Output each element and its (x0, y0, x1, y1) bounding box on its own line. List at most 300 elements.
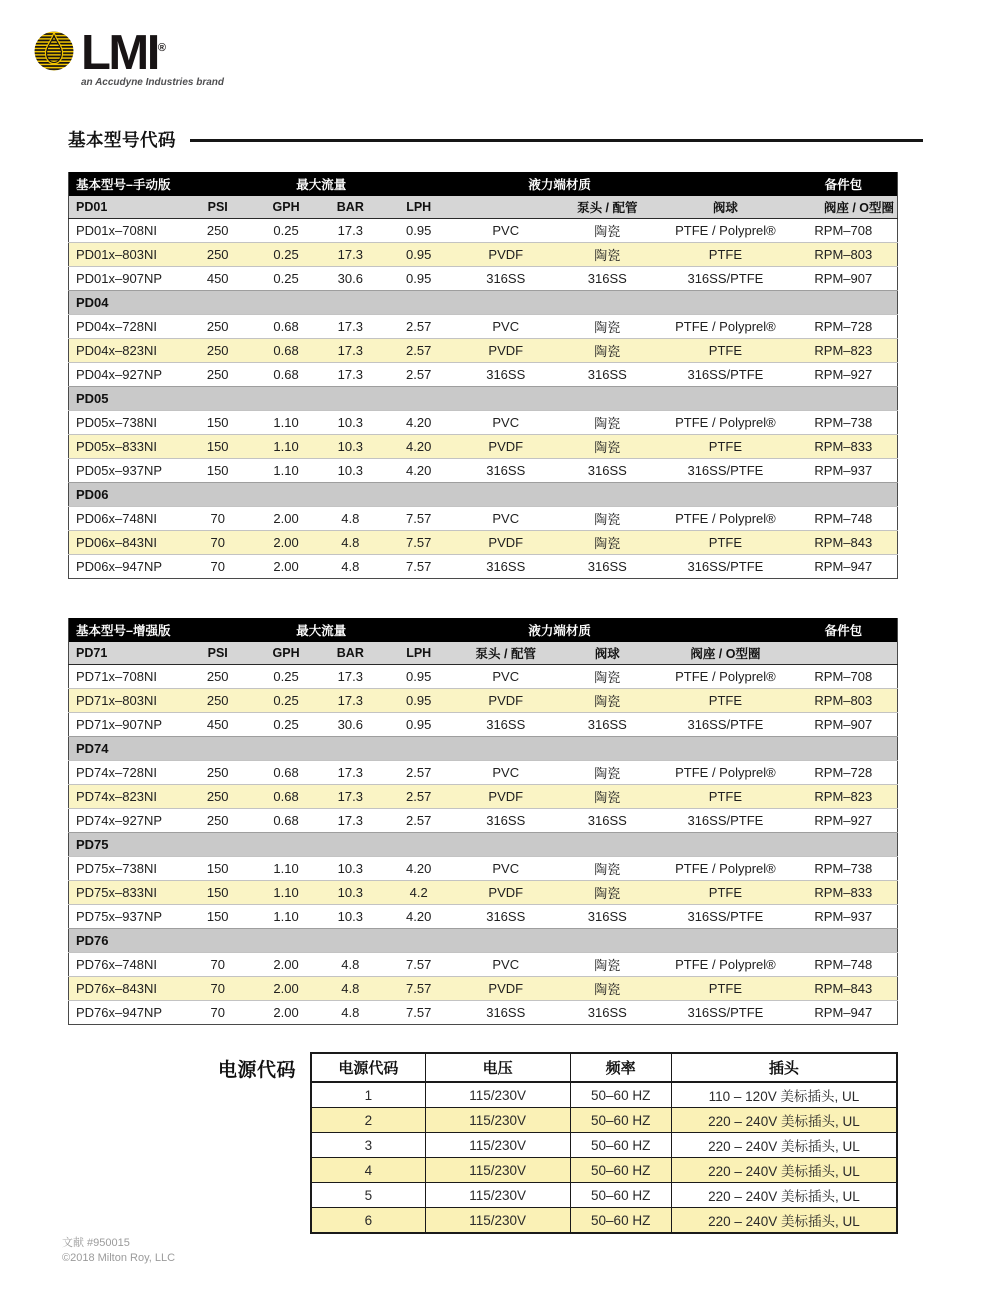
plug-cell: 110 – 120V 美标插头, UL (671, 1082, 897, 1108)
plug-cell: 220 – 240V 美标插头, UL (671, 1183, 897, 1208)
value-cell: 10.3 (321, 857, 379, 881)
value-cell: PVDF (458, 977, 553, 1001)
group-header-cell: 液力端材质 (458, 172, 661, 196)
value-cell: 2.57 (379, 785, 458, 809)
model-code-cell: PD71x–907NP (69, 713, 185, 737)
value-cell: RPM–907 (790, 267, 898, 291)
model-row (69, 953, 898, 977)
value-cell: 4.8 (321, 953, 379, 977)
column-header-cell: GPH (251, 196, 321, 219)
model-row (69, 977, 898, 1001)
value-cell: 316SS (553, 555, 661, 579)
model-code-cell: PD74x–728NI (69, 761, 185, 785)
value-cell: PVDF (458, 785, 553, 809)
value-cell: 1.10 (251, 857, 321, 881)
value-cell: PVC (458, 665, 553, 689)
value-cell: 316SS/PTFE (661, 905, 789, 929)
value-cell: 0.68 (251, 785, 321, 809)
column-header-cell: PSI (185, 196, 251, 219)
voltage-cell: 115/230V (425, 1133, 570, 1158)
value-cell: 0.95 (379, 219, 458, 243)
value-cell: RPM–947 (790, 1001, 898, 1025)
value-cell: RPM–833 (790, 881, 898, 905)
page-title: 基本型号代码 (68, 130, 176, 150)
model-row (69, 857, 898, 881)
value-cell: 316SS/PTFE (661, 363, 789, 387)
series-label: PD05 (69, 387, 898, 411)
value-cell: 陶瓷 (553, 953, 661, 977)
value-cell: 4.8 (321, 507, 379, 531)
value-cell: PTFE (661, 435, 789, 459)
series-section-row (69, 833, 898, 857)
model-code-cell: PD05x–738NI (69, 411, 185, 435)
model-code-cell: PD06x–748NI (69, 507, 185, 531)
model-row (69, 531, 898, 555)
power-row (311, 1082, 897, 1108)
value-cell: 10.3 (321, 411, 379, 435)
value-cell: 4.20 (379, 857, 458, 881)
value-cell: 17.3 (321, 761, 379, 785)
model-row (69, 411, 898, 435)
value-cell: 4.8 (321, 977, 379, 1001)
model-row (69, 315, 898, 339)
series-section-row (69, 291, 898, 315)
value-cell: PVDF (458, 243, 553, 267)
value-cell: 陶瓷 (553, 315, 661, 339)
value-cell: PVC (458, 761, 553, 785)
value-cell: 2.57 (379, 363, 458, 387)
value-cell: PTFE / Polyprel® (661, 857, 789, 881)
value-cell: PTFE (661, 785, 789, 809)
value-cell: 0.25 (251, 243, 321, 267)
lmi-droplet-logo-icon (34, 30, 74, 72)
value-cell: 250 (185, 315, 251, 339)
value-cell: 250 (185, 761, 251, 785)
value-cell: 17.3 (321, 339, 379, 363)
value-cell: 17.3 (321, 665, 379, 689)
model-row (69, 363, 898, 387)
model-table-enhanced (68, 618, 898, 1025)
value-cell: PTFE (661, 977, 789, 1001)
value-cell: RPM–907 (790, 713, 898, 737)
model-row (69, 689, 898, 713)
model-row (69, 785, 898, 809)
power-row (311, 1133, 897, 1158)
value-cell: 10.3 (321, 905, 379, 929)
value-cell: PVDF (458, 881, 553, 905)
value-cell: PVDF (458, 689, 553, 713)
value-cell: RPM–823 (790, 339, 898, 363)
value-cell: 150 (185, 905, 251, 929)
column-header-cell: LPH (379, 642, 458, 665)
value-cell: 2.57 (379, 315, 458, 339)
value-cell: 316SS/PTFE (661, 459, 789, 483)
value-cell: 316SS (553, 363, 661, 387)
group-header-row (69, 172, 898, 196)
value-cell: 0.95 (379, 243, 458, 267)
value-cell: 7.57 (379, 1001, 458, 1025)
value-cell: 2.57 (379, 809, 458, 833)
value-cell: PTFE / Polyprel® (661, 315, 789, 339)
value-cell: PVDF (458, 435, 553, 459)
model-code-cell: PD76x–843NI (69, 977, 185, 1001)
value-cell: 10.3 (321, 435, 379, 459)
model-row (69, 905, 898, 929)
column-header-cell: 阀球 (661, 196, 789, 219)
frequency-cell: 50–60 HZ (570, 1158, 671, 1183)
value-cell: PTFE (661, 881, 789, 905)
model-row (69, 435, 898, 459)
value-cell: 7.57 (379, 531, 458, 555)
value-cell: 7.57 (379, 977, 458, 1001)
value-cell: RPM–748 (790, 953, 898, 977)
value-cell: RPM–937 (790, 459, 898, 483)
model-row (69, 459, 898, 483)
value-cell: 0.25 (251, 665, 321, 689)
value-cell: 316SS (458, 363, 553, 387)
column-header-cell: PD71 (69, 642, 185, 665)
value-cell: 316SS (458, 809, 553, 833)
value-cell: 150 (185, 435, 251, 459)
plug-cell: 220 – 240V 美标插头, UL (671, 1208, 897, 1234)
value-cell: PVC (458, 857, 553, 881)
value-cell: RPM–803 (790, 689, 898, 713)
power-code-cell: 5 (311, 1183, 425, 1208)
column-header-row (69, 642, 898, 665)
model-code-cell: PD75x–833NI (69, 881, 185, 905)
series-label: PD04 (69, 291, 898, 315)
model-row (69, 1001, 898, 1025)
section-title-row (68, 127, 923, 152)
power-codes-title: 电源代码 (217, 1060, 296, 1081)
value-cell: 70 (185, 555, 251, 579)
series-label: PD74 (69, 737, 898, 761)
column-header-row (69, 196, 898, 219)
value-cell: 150 (185, 881, 251, 905)
value-cell: 250 (185, 809, 251, 833)
value-cell: 4.20 (379, 411, 458, 435)
value-cell: 250 (185, 219, 251, 243)
page-footer (62, 1236, 175, 1266)
value-cell: 0.95 (379, 713, 458, 737)
value-cell: 陶瓷 (553, 785, 661, 809)
voltage-cell: 115/230V (425, 1082, 570, 1108)
frequency-cell: 50–60 HZ (570, 1208, 671, 1234)
value-cell: 陶瓷 (553, 339, 661, 363)
value-cell: 1.10 (251, 881, 321, 905)
power-codes-table (310, 1052, 898, 1234)
value-cell: 450 (185, 713, 251, 737)
value-cell: PTFE / Polyprel® (661, 761, 789, 785)
brand-text (81, 28, 224, 88)
value-cell: 316SS (553, 1001, 661, 1025)
series-section-row (69, 387, 898, 411)
column-header-cell: PD01 (69, 196, 185, 219)
value-cell: 0.95 (379, 665, 458, 689)
value-cell: 0.68 (251, 315, 321, 339)
model-code-cell: PD04x–823NI (69, 339, 185, 363)
model-row (69, 267, 898, 291)
value-cell: 30.6 (321, 713, 379, 737)
value-cell: PTFE / Polyprel® (661, 953, 789, 977)
value-cell: 17.3 (321, 689, 379, 713)
value-cell: RPM–843 (790, 531, 898, 555)
model-code-cell: PD01x–708NI (69, 219, 185, 243)
value-cell: 316SS (553, 713, 661, 737)
value-cell: 陶瓷 (553, 531, 661, 555)
value-cell: 0.25 (251, 219, 321, 243)
power-code-header: 电源代码 (311, 1053, 425, 1082)
value-cell: 250 (185, 785, 251, 809)
value-cell: 4.20 (379, 905, 458, 929)
group-header-cell: 备件包 (790, 172, 898, 196)
value-cell: 250 (185, 339, 251, 363)
value-cell: 4.8 (321, 1001, 379, 1025)
value-cell: 陶瓷 (553, 243, 661, 267)
value-cell: 316SS/PTFE (661, 1001, 789, 1025)
model-row (69, 219, 898, 243)
value-cell: 316SS/PTFE (661, 713, 789, 737)
value-cell: RPM–708 (790, 665, 898, 689)
value-cell: 陶瓷 (553, 857, 661, 881)
power-code-cell: 2 (311, 1108, 425, 1133)
value-cell: 0.25 (251, 267, 321, 291)
value-cell: 316SS/PTFE (661, 555, 789, 579)
value-cell: 316SS (553, 267, 661, 291)
power-code-cell: 3 (311, 1133, 425, 1158)
value-cell: PVC (458, 219, 553, 243)
model-code-cell: PD71x–803NI (69, 689, 185, 713)
model-row (69, 507, 898, 531)
value-cell: 4.8 (321, 555, 379, 579)
power-row (311, 1183, 897, 1208)
power-code-cell: 6 (311, 1208, 425, 1234)
value-cell: 1.10 (251, 459, 321, 483)
model-row (69, 761, 898, 785)
doc-number: 文献 #950015 (62, 1237, 130, 1249)
plug-cell: 220 – 240V 美标插头, UL (671, 1108, 897, 1133)
value-cell: 陶瓷 (553, 219, 661, 243)
value-cell: 316SS (553, 459, 661, 483)
value-cell: 17.3 (321, 219, 379, 243)
value-cell: 4.20 (379, 459, 458, 483)
value-cell: 150 (185, 411, 251, 435)
value-cell: 2.57 (379, 761, 458, 785)
value-cell: 250 (185, 665, 251, 689)
value-cell: 7.57 (379, 953, 458, 977)
value-cell: 10.3 (321, 459, 379, 483)
value-cell: 316SS/PTFE (661, 809, 789, 833)
voltage-cell: 115/230V (425, 1183, 570, 1208)
value-cell: RPM–748 (790, 507, 898, 531)
column-header-cell: GPH (251, 642, 321, 665)
value-cell: 0.25 (251, 689, 321, 713)
value-cell: 2.00 (251, 953, 321, 977)
value-cell: 250 (185, 243, 251, 267)
value-cell: 陶瓷 (553, 689, 661, 713)
value-cell: 316SS (458, 905, 553, 929)
value-cell: 17.3 (321, 809, 379, 833)
value-cell: 陶瓷 (553, 411, 661, 435)
value-cell: 70 (185, 953, 251, 977)
value-cell: RPM–738 (790, 411, 898, 435)
value-cell: PTFE / Polyprel® (661, 219, 789, 243)
value-cell: 17.3 (321, 315, 379, 339)
column-header-cell (790, 642, 898, 665)
value-cell: 316SS (458, 1001, 553, 1025)
value-cell: 450 (185, 267, 251, 291)
series-label: PD76 (69, 929, 898, 953)
model-row (69, 809, 898, 833)
power-row (311, 1108, 897, 1133)
value-cell: PTFE (661, 243, 789, 267)
value-cell: 316SS (458, 267, 553, 291)
series-label: PD75 (69, 833, 898, 857)
value-cell: PTFE / Polyprel® (661, 507, 789, 531)
model-code-cell: PD06x–947NP (69, 555, 185, 579)
value-cell: 10.3 (321, 881, 379, 905)
copyright: ©2018 Milton Roy, LLC (62, 1252, 176, 1264)
value-cell: PTFE / Polyprel® (661, 411, 789, 435)
value-cell: RPM–937 (790, 905, 898, 929)
group-header-cell: 基本型号–手动版 (69, 172, 185, 196)
frequency-cell: 50–60 HZ (570, 1108, 671, 1133)
value-cell: 1.10 (251, 905, 321, 929)
value-cell: PTFE (661, 339, 789, 363)
column-header-cell (458, 196, 553, 219)
column-header-cell: 阀座 / O型圈 (661, 642, 789, 665)
value-cell: 1.10 (251, 435, 321, 459)
value-cell: 2.57 (379, 339, 458, 363)
value-cell: 2.00 (251, 555, 321, 579)
value-cell: 陶瓷 (553, 977, 661, 1001)
value-cell: RPM–927 (790, 809, 898, 833)
model-code-cell: PD05x–833NI (69, 435, 185, 459)
series-label: PD06 (69, 483, 898, 507)
model-code-cell: PD06x–843NI (69, 531, 185, 555)
value-cell: 150 (185, 857, 251, 881)
value-cell: 17.3 (321, 243, 379, 267)
brand-header (34, 28, 224, 88)
column-header-cell: 阀球 (553, 642, 661, 665)
value-cell: 0.68 (251, 809, 321, 833)
registered-mark: ® (157, 42, 166, 54)
group-header-cell: 备件包 (790, 618, 898, 642)
value-cell: PTFE / Polyprel® (661, 665, 789, 689)
value-cell: 4.20 (379, 435, 458, 459)
value-cell: 2.00 (251, 531, 321, 555)
value-cell: 7.57 (379, 507, 458, 531)
group-header-cell: 最大流量 (185, 618, 459, 642)
value-cell: RPM–738 (790, 857, 898, 881)
column-header-cell: PSI (185, 642, 251, 665)
model-code-cell: PD75x–738NI (69, 857, 185, 881)
value-cell: RPM–927 (790, 363, 898, 387)
value-cell: 316SS/PTFE (661, 267, 789, 291)
value-cell: 70 (185, 1001, 251, 1025)
model-row (69, 881, 898, 905)
column-header-cell: 泵头 / 配管 (458, 642, 553, 665)
series-section-row (69, 929, 898, 953)
value-cell: 4.2 (379, 881, 458, 905)
logo-wordmark (81, 26, 224, 80)
frequency-cell: 50–60 HZ (570, 1133, 671, 1158)
model-code-cell: PD74x–927NP (69, 809, 185, 833)
value-cell: 陶瓷 (553, 881, 661, 905)
value-cell: PVC (458, 507, 553, 531)
power-row (311, 1208, 897, 1234)
value-cell: 0.25 (251, 713, 321, 737)
model-code-cell: PD04x–728NI (69, 315, 185, 339)
group-header-cell (661, 618, 789, 642)
value-cell: RPM–833 (790, 435, 898, 459)
group-header-cell (661, 172, 789, 196)
value-cell: 2.00 (251, 507, 321, 531)
plug-cell: 220 – 240V 美标插头, UL (671, 1158, 897, 1183)
column-header-cell: 泵头 / 配管 (553, 196, 661, 219)
frequency-cell: 50–60 HZ (570, 1082, 671, 1108)
series-section-row (69, 737, 898, 761)
value-cell: 0.68 (251, 761, 321, 785)
column-header-cell: BAR (321, 642, 379, 665)
model-table-manual (68, 172, 898, 579)
model-row (69, 339, 898, 363)
model-row (69, 243, 898, 267)
group-header-cell: 液力端材质 (458, 618, 661, 642)
value-cell: 4.8 (321, 531, 379, 555)
value-cell: 2.00 (251, 1001, 321, 1025)
value-cell: 0.68 (251, 363, 321, 387)
value-cell: 陶瓷 (553, 761, 661, 785)
value-cell: RPM–728 (790, 761, 898, 785)
value-cell: 陶瓷 (553, 665, 661, 689)
voltage-cell: 115/230V (425, 1208, 570, 1234)
power-header-row (311, 1053, 897, 1082)
voltage-cell: 115/230V (425, 1158, 570, 1183)
model-code-cell: PD05x–937NP (69, 459, 185, 483)
model-code-cell: PD71x–708NI (69, 665, 185, 689)
series-section-row (69, 483, 898, 507)
value-cell: RPM–823 (790, 785, 898, 809)
value-cell: 1.10 (251, 411, 321, 435)
value-cell: 70 (185, 507, 251, 531)
value-cell: 0.95 (379, 689, 458, 713)
plug-header: 插头 (671, 1053, 897, 1082)
value-cell: PVDF (458, 531, 553, 555)
value-cell: 250 (185, 689, 251, 713)
model-row (69, 665, 898, 689)
column-header-cell: 阀座 / O型圈 (790, 196, 898, 219)
voltage-header: 电压 (425, 1053, 570, 1082)
frequency-cell: 50–60 HZ (570, 1183, 671, 1208)
value-cell: 陶瓷 (553, 435, 661, 459)
value-cell: 0.68 (251, 339, 321, 363)
frequency-header: 频率 (570, 1053, 671, 1082)
value-cell: 316SS (553, 809, 661, 833)
plug-cell: 220 – 240V 美标插头, UL (671, 1133, 897, 1158)
value-cell: 250 (185, 363, 251, 387)
value-cell: 30.6 (321, 267, 379, 291)
value-cell: 70 (185, 531, 251, 555)
model-code-cell: PD76x–947NP (69, 1001, 185, 1025)
model-row (69, 555, 898, 579)
model-code-cell: PD74x–823NI (69, 785, 185, 809)
power-code-cell: 4 (311, 1158, 425, 1183)
value-cell: 150 (185, 459, 251, 483)
value-cell: 316SS (458, 713, 553, 737)
model-code-cell: PD01x–907NP (69, 267, 185, 291)
column-header-cell: BAR (321, 196, 379, 219)
